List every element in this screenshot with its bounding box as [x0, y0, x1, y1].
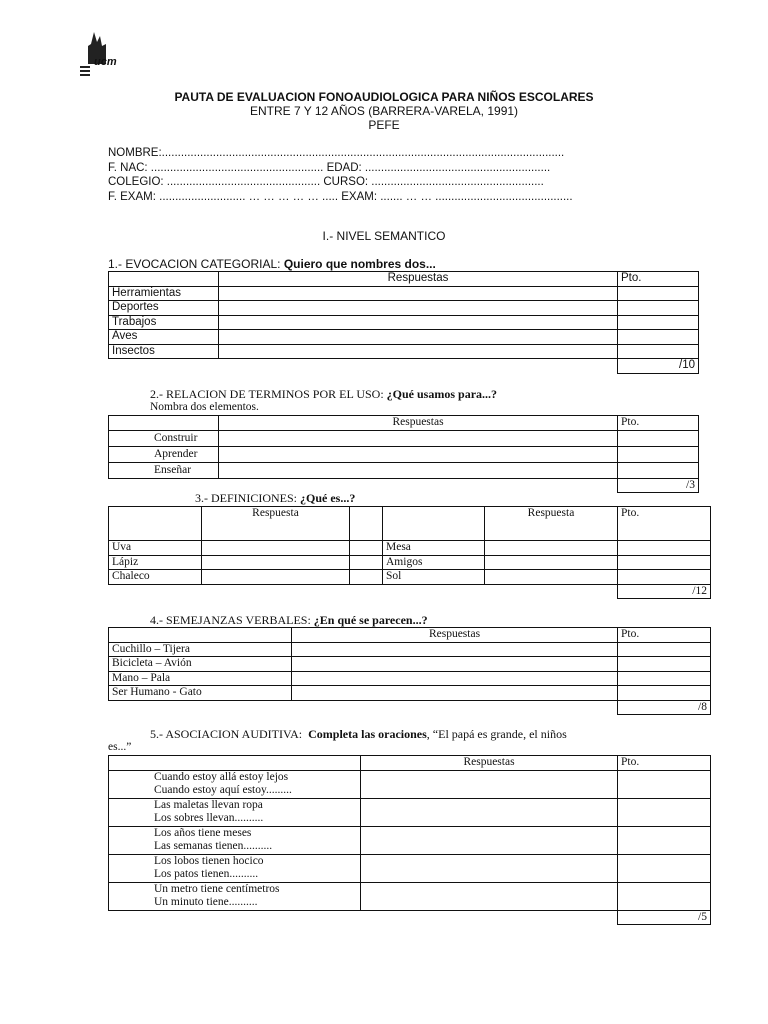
- table-row: Los lobos tienen hocico Los patos tienen..........: [109, 854, 711, 882]
- table-row: Enseñar: [109, 462, 699, 478]
- s2-heading: 2.- RELACION DE TERMINOS POR EL USO: ¿Qué usamos para...?: [150, 387, 498, 401]
- document-subtitle: ENTRE 7 Y 12 AÑOS (BARRERA-VARELA, 1991): [249, 104, 519, 118]
- field-fnac[interactable]: F. NAC: ......................................................: [108, 161, 324, 174]
- s2-note: Nombra dos elementos.: [150, 401, 259, 413]
- table-row: Cuchillo – Tijera: [109, 642, 711, 657]
- s3-table: Respuesta Respuesta Pto. Uva Mesa Lápiz Amigos Chaleco Sol /12: [108, 506, 711, 599]
- table-row: Trabajos: [109, 315, 699, 330]
- s3-total: /12: [618, 584, 711, 599]
- table-row: Aprender: [109, 446, 699, 462]
- table-row: Insectos: [109, 344, 699, 359]
- logo-text: ucm: [94, 56, 117, 68]
- table-row: Un metro tiene centímetros Un minuto tiene..........: [109, 882, 711, 910]
- s3-heading: 3.- DEFINICIONES: ¿Qué es...?: [195, 491, 356, 505]
- table-row: Lápiz Amigos: [109, 555, 711, 570]
- table-row: Bicicleta – Avión: [109, 657, 711, 672]
- table-row: Herramientas: [109, 286, 699, 301]
- field-exam[interactable]: EXAM: ....... … … ...........................................: [341, 190, 573, 203]
- s5-total: /5: [618, 910, 711, 925]
- table-row: Aves: [109, 330, 699, 345]
- s4-table: Respuestas Pto. Cuchillo – Tijera Bicicleta – Avión Mano – Pala Ser Humano - Gato /8: [108, 627, 711, 715]
- table-row: Uva Mesa: [109, 541, 711, 556]
- s2-table: Respuestas Pto. Construir Aprender Enseñar /3: [108, 415, 699, 493]
- s5-table: Respuestas Pto. Cuando estoy allá estoy lejos Cuando estoy aquí estoy......... Las maletas llevan ropa Los sobres llevan.......... Los años tiene meses Las semanas tienen.......... Los lobos tienen hocico Los patos tienen.......... Un metro tiene centímetros Un minuto tiene.......... /5: [108, 755, 711, 925]
- s1-heading: 1.- EVOCACION CATEGORIAL: Quiero que nombres dos...: [108, 257, 436, 271]
- s4-total: /8: [618, 700, 711, 715]
- s1-total: /10: [618, 359, 699, 374]
- s1-table: Respuestas Pto. Herramientas Deportes Trabajos Aves Insectos /10: [108, 271, 699, 374]
- field-nombre[interactable]: NOMBRE:..............................................................................................................................: [108, 147, 565, 159]
- s5-heading-cont: es...”: [108, 741, 132, 753]
- s5-heading: 5.- ASOCIACION AUDITIVA: Completa las oraciones, “El papá es grande, el niños: [150, 727, 567, 741]
- table-row: Ser Humano - Gato: [109, 686, 711, 701]
- document-acronym: PEFE: [368, 118, 400, 132]
- field-edad[interactable]: EDAD: ..........................................................: [326, 161, 551, 174]
- field-curso[interactable]: CURSO: ......................................................: [323, 176, 544, 188]
- table-row: Los años tiene meses Las semanas tienen..........: [109, 826, 711, 854]
- table-row: Construir: [109, 430, 699, 446]
- field-fexam[interactable]: F. EXAM: ........................... … … … … … .....: [108, 190, 339, 203]
- s2-total: /3: [618, 478, 699, 493]
- section-title: I.- NIVEL SEMANTICO: [322, 229, 446, 243]
- s4-heading: 4.- SEMEJANZAS VERBALES: ¿En qué se parecen...?: [150, 613, 428, 627]
- table-row: Mano – Pala: [109, 671, 711, 686]
- field-colegio[interactable]: COLEGIO: ................................................: [108, 176, 321, 188]
- table-row: Las maletas llevan ropa Los sobres llevan..........: [109, 798, 711, 826]
- patient-fields: [108, 146, 648, 204]
- document-title: PAUTA DE EVALUACION FONOAUDIOLOGICA PARA NIÑOS ESCOLARES: [174, 90, 594, 104]
- table-row: Deportes: [109, 301, 699, 316]
- table-row: Cuando estoy allá estoy lejos Cuando estoy aquí estoy.........: [109, 770, 711, 798]
- table-row: Chaleco Sol: [109, 570, 711, 585]
- institution-logo: [78, 30, 120, 78]
